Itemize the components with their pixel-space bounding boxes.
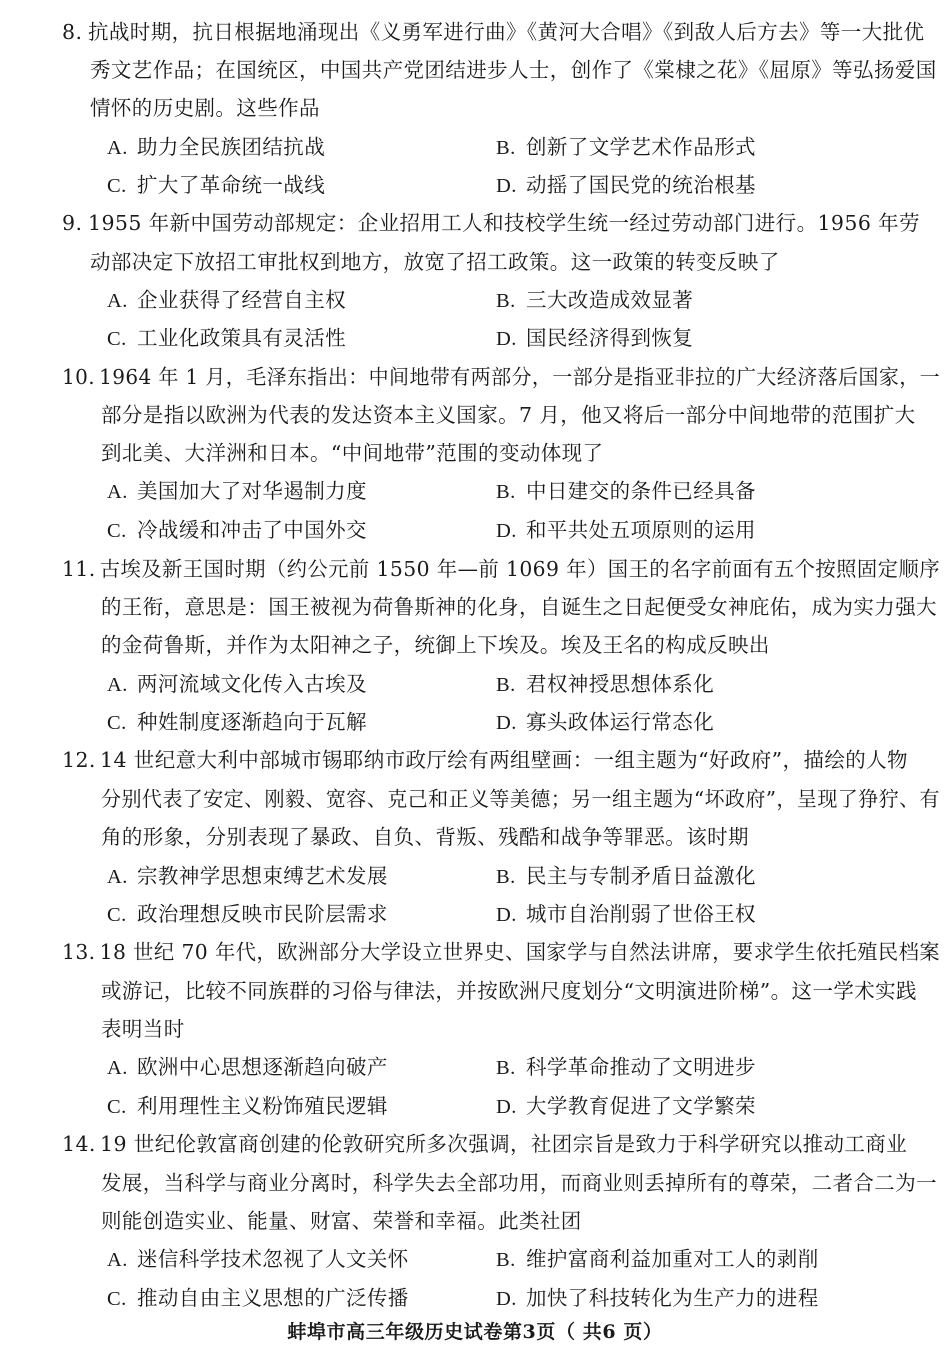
- stem-text: 表明当时: [101, 1017, 185, 1041]
- option-b: B. 科学革命推动了文明进步: [496, 1055, 756, 1079]
- option-c: C. 政治理想反映市民阶层需求: [107, 902, 388, 926]
- option-d: D. 大学教育促进了文学繁荣: [496, 1094, 756, 1118]
- option-a: A. 美国加大了对华遏制力度: [107, 479, 367, 503]
- stem-text: 情怀的历史剧。这些作品: [90, 96, 320, 120]
- option-a: A. 宗教神学思想束缚艺术发展: [107, 864, 388, 888]
- option-d: D. 城市自治削弱了世俗王权: [496, 902, 756, 926]
- option-a: A. 迷信科学技术忽视了人文关怀: [107, 1247, 409, 1271]
- option-b: B. 三大改造成效显著: [496, 288, 694, 312]
- option-a: A. 助力全民族团结抗战: [107, 135, 326, 159]
- option-a: A. 两河流域文化传入古埃及: [107, 672, 367, 696]
- stem-text: 14 世纪意大利中部城市锡耶纳市政厅绘有两组壁画：一组主题为“好政府”，描绘的人物: [100, 748, 908, 772]
- option-c: C. 推动自由主义思想的广泛传播: [107, 1286, 409, 1310]
- page-footer: 蚌埠市高三年级历史试卷第3页（ 共6 页）: [287, 1321, 663, 1343]
- question-number: 11.: [62, 557, 96, 581]
- stem-text: 1955 年新中国劳动部规定：企业招用工人和技校学生统一经过劳动部门进行。1956 年劳: [88, 211, 920, 235]
- stem-text: 的金荷鲁斯，并作为太阳神之子，统御上下埃及。埃及王名的构成反映出: [101, 633, 770, 657]
- stem-text: 角的形象，分别表现了暴政、自负、背叛、残酷和战争等罪恶。该时期: [101, 825, 749, 849]
- option-d: D. 加快了科技转化为生产力的进程: [496, 1286, 819, 1310]
- question-number: 14.: [62, 1132, 96, 1156]
- question-number: 8.: [62, 20, 83, 44]
- stem-text: 动部决定下放招工审批权到地方，放宽了招工政策。这一政策的转变反映了: [90, 250, 780, 274]
- option-d: D. 寡头政体运行常态化: [496, 710, 715, 734]
- stem-text: 发展，当科学与商业分离时，科学失去全部功用，而商业则丢掉所有的尊荣，二者合二为一: [101, 1171, 937, 1195]
- stem-text: 秀文艺作品；在国统区，中国共产党团结进步人士，创作了《棠棣之花》《屈原》等弘扬爱国: [90, 58, 937, 82]
- question-number: 9.: [62, 211, 83, 235]
- stem-text: 1964 年 1 月，毛泽东指出：中间地带有两部分，一部分是指亚非拉的广大经济落后国家，一: [99, 365, 941, 389]
- option-b: B. 创新了文学艺术作品形式: [496, 135, 756, 159]
- option-b: B. 民主与专制矛盾日益激化: [496, 864, 756, 888]
- option-a: A. 企业获得了经营自主权: [107, 288, 346, 312]
- question-number: 12.: [62, 748, 96, 772]
- question-8-line-1: [62, 18, 924, 46]
- question-number: 13.: [62, 940, 96, 964]
- option-a: A. 欧洲中心思想逐渐趋向破产: [107, 1055, 388, 1079]
- stem-text: 到北美、大洋洲和日本。“中间地带”范围的变动体现了: [101, 441, 604, 465]
- option-d: D. 国民经济得到恢复: [496, 326, 694, 350]
- option-c: C. 冷战缓和冲击了中国外交: [107, 518, 367, 542]
- option-c: C. 工业化政策具有灵活性: [107, 326, 346, 350]
- question-11-line-1: [62, 555, 940, 583]
- stem-text: 或游记，比较不同族群的习俗与律法，并按欧洲尺度划分“文明演进阶梯”。这一学术实践: [101, 979, 917, 1003]
- stem-text: 分别代表了安定、刚毅、宽容、克己和正义等美德；另一组主题为“坏政府”，呈现了狰狞、有: [101, 787, 940, 811]
- option-b: B. 君权神授思想体系化: [496, 672, 715, 696]
- question-13-line-1: [62, 938, 940, 966]
- question-9-line-1: [62, 209, 920, 237]
- question-number: 10.: [62, 365, 96, 389]
- question-12-line-1: [62, 746, 908, 774]
- stem-text: 古埃及新王国时期（约公元前 1550 年—前 1069 年）国王的名字前面有五个按照固定顺序: [99, 557, 940, 581]
- option-c: C. 扩大了革命统一战线: [107, 173, 326, 197]
- stem-text: 则能创造实业、能量、财富、荣誉和幸福。此类社团: [101, 1209, 582, 1233]
- option-c: C. 种姓制度逐渐趋向于瓦解: [107, 710, 367, 734]
- option-c: C. 利用理性主义粉饰殖民逻辑: [107, 1094, 388, 1118]
- question-10-line-1: [62, 363, 940, 391]
- option-b: B. 维护富商利益加重对工人的剥削: [496, 1247, 819, 1271]
- stem-text: 18 世纪 70 年代，欧洲部分大学设立世界史、国家学与自然法讲席，要求学生依托殖民档案: [99, 940, 941, 964]
- stem-text: 19 世纪伦敦富商创建的伦敦研究所多次强调，社团宗旨是致力于科学研究以推动工商业: [100, 1132, 908, 1156]
- stem-text: 的王衔，意思是：国王被视为荷鲁斯神的化身，自诞生之日起便受女神庇佑，成为实力强大: [101, 595, 937, 619]
- question-14-line-1: [62, 1130, 907, 1158]
- stem-text: 部分是指以欧洲为代表的发达资本主义国家。7 月，他又将后一部分中间地带的范围扩大: [101, 403, 916, 427]
- stem-text: 抗战时期，抗日根据地涌现出《义勇军进行曲》《黄河大合唱》《到敌人后方去》等一大批优: [88, 20, 925, 44]
- option-b: B. 中日建交的条件已经具备: [496, 479, 756, 503]
- option-d: D. 动摇了国民党的统治根基: [496, 173, 756, 197]
- option-d: D. 和平共处五项原则的运用: [496, 518, 756, 542]
